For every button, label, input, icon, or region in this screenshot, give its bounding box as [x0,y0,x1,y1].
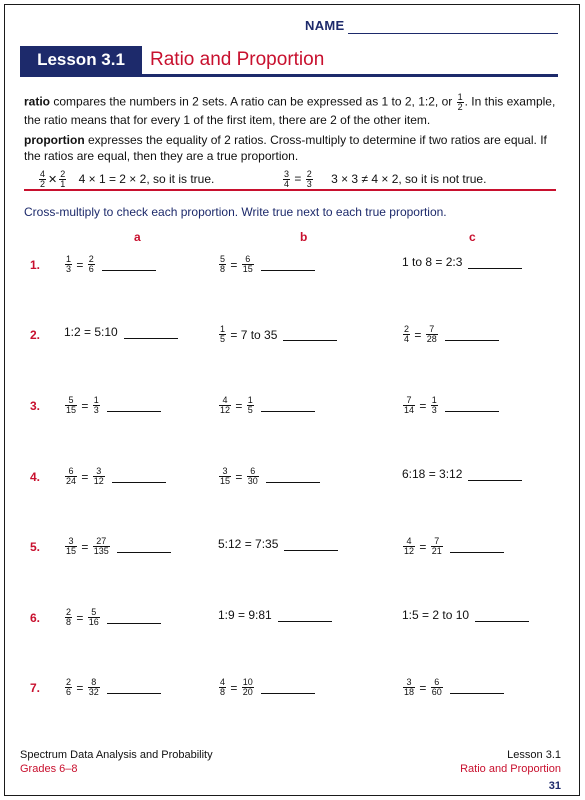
left-fraction: $\frac{1}{5}$ [220,324,226,344]
problem-number: 4. [30,470,41,484]
column-header-b: b [300,230,308,244]
problem-number: 1. [30,258,41,272]
problem-2b [218,325,337,344]
example-frac-1: $\frac{4}{2}$ [40,169,46,189]
left-fraction: $\frac{1}{3}$ [66,254,72,274]
right-fraction: $\frac{7}{28}$ [426,324,437,344]
lesson-number-badge: Lesson 3.1 [20,46,142,74]
problem-7a [64,678,161,697]
answer-blank[interactable] [283,328,337,341]
answer-blank[interactable] [450,681,504,694]
right-fraction: $\frac{1}{3}$ [431,395,437,415]
right-fraction: $\frac{8}{32}$ [88,677,99,697]
equals-sign: = [416,398,430,413]
problem-7b [218,678,315,697]
proportion-expression [64,325,118,339]
lesson-title: Ratio and Proportion [150,49,325,70]
answer-blank[interactable] [284,538,338,551]
footer-lesson-title: Ratio and Proportion [460,763,561,775]
proportion-expression [64,396,101,415]
ratio-text: 5:12 = 7:35 [218,537,279,551]
right-fraction: $\frac{6}{30}$ [247,466,258,486]
answer-blank[interactable] [445,399,499,412]
problem-1c [402,255,522,269]
lesson-header [20,46,558,77]
equals-sign: = [411,327,425,342]
problem-6b [218,608,332,622]
example-frac-4: $\frac{2}{3}$ [306,169,312,189]
proportion-expression [402,396,439,415]
right-fraction: $\frac{6}{60}$ [431,677,442,697]
ratio-term: ratio [24,94,51,109]
proportion-expression [64,537,111,556]
left-fraction: $\frac{2}{8}$ [66,607,72,627]
left-fraction: $\frac{2}{6}$ [66,677,72,697]
ratio-definition [24,93,556,128]
left-fraction: $\frac{4}{12}$ [220,395,231,415]
grade-level: Grades 6–8 [20,763,78,775]
column-header-c: c [469,230,476,244]
footer-lesson-number: Lesson 3.1 [507,749,561,761]
problem-number: 3. [30,399,41,413]
problem-6c [402,608,529,622]
left-fraction: $\frac{2}{4}$ [404,324,410,344]
problem-number: 7. [30,681,41,695]
proportion-expression [64,255,96,274]
equals-sign: = [232,398,246,413]
proportion-expression [218,608,272,622]
answer-blank[interactable] [445,328,499,341]
answer-blank[interactable] [468,256,522,269]
right-fraction: $\frac{10}{20}$ [242,677,253,697]
proportion-expression [64,678,101,697]
problem-3a [64,396,161,415]
problem-4b [218,467,320,486]
problem-number: 5. [30,540,41,554]
problem-2a [64,325,178,339]
equals-sign: = [416,680,430,695]
proportion-expression [218,396,255,415]
problem-5a [64,537,171,556]
problem-7c [402,678,504,697]
equals-sign: = [294,171,302,186]
right-fraction: $\frac{2}{6}$ [88,254,94,274]
equals-sign: = [416,539,430,554]
instructions: Cross-multiply to check each proportion. Write true next to each true proportion. [24,205,447,219]
name-label: NAME [305,18,345,33]
answer-blank[interactable] [107,681,161,694]
answer-blank[interactable] [266,470,320,483]
proportion-text: expresses the equality of 2 ratios. Cross-multiply to determine if two ratios are equal. If the ratios are equal, then they are a true proportion. [24,133,547,163]
book-title: Spectrum Data Analysis and Probability [20,749,213,761]
example-frac-3: $\frac{3}{4}$ [284,169,290,189]
right-fraction: $\frac{1}{5}$ [247,395,253,415]
left-fraction: $\frac{5}{15}$ [66,395,77,415]
problem-6a [64,608,161,627]
proportion-expression [218,467,260,486]
ratio-text: 1:5 = 2 to 10 [402,608,470,622]
proportion-expression [218,678,255,697]
answer-blank[interactable] [450,540,504,553]
name-input-line[interactable] [348,33,558,34]
problem-4c [402,467,522,481]
proportion-expression [402,325,439,344]
column-header-a: a [134,230,141,244]
left-fraction: $\frac{4}{8}$ [220,677,226,697]
left-fraction: $\frac{7}{14}$ [404,395,415,415]
problem-1b [218,255,315,274]
left-fraction: $\frac{6}{24}$ [66,466,77,486]
proportion-expression [402,467,462,481]
ratio-text-1: compares the numbers in 2 sets. A ratio can be expressed as 1 to 2, 1:2, or [50,94,456,109]
answer-blank[interactable] [278,609,332,622]
equals-sign: = [232,469,246,484]
right-fraction: $\frac{5}{16}$ [88,607,99,627]
ratio-text-2: . In this example, the ratio means that for every 1 of the first item, there are 2 of the other item. [24,94,556,127]
footer-lesson-info [460,748,561,776]
equals-sign: = [73,680,87,695]
answer-blank[interactable] [124,326,178,339]
right-fraction: $\frac{6}{15}$ [242,254,253,274]
proportion-expression [218,325,277,344]
cross-multiply-icon: ✕ [48,173,58,186]
left-fraction: $\frac{4}{12}$ [404,536,415,556]
answer-blank[interactable] [112,470,166,483]
right-fraction: $\frac{1}{3}$ [93,395,99,415]
problem-1a [64,255,156,274]
equals-sign: = [73,610,87,625]
proportion-expression [64,608,101,627]
equals-sign: = [227,680,241,695]
right-fraction: $\frac{27}{135}$ [93,536,109,556]
problem-3c [402,396,499,415]
proportion-expression [402,678,444,697]
answer-blank[interactable] [117,540,171,553]
ratio-text: 6:18 = 3:12 [402,467,463,481]
proportion-expression [402,537,444,556]
one-half-fraction: $\frac{1}{2}$ [457,92,463,112]
answer-blank[interactable] [468,468,522,481]
answer-blank[interactable] [107,611,161,624]
equals-sign: = [78,539,92,554]
left-fraction: $\frac{5}{8}$ [220,254,226,274]
problem-number: 2. [30,328,41,342]
example-false [282,170,486,189]
page-number: 31 [548,780,561,792]
proportion-expression [64,467,106,486]
right-fraction: $\frac{7}{21}$ [431,536,442,556]
right-fraction: $\frac{3}{12}$ [93,466,104,486]
equals-sign: = [227,257,241,272]
proportion-expression [218,255,255,274]
proportion-term: proportion [24,133,85,147]
proportion-definition [24,132,556,164]
divider-rule [24,189,556,191]
answer-blank[interactable] [107,399,161,412]
examples-row [24,168,556,188]
problem-number: 6. [30,611,41,625]
problem-3b [218,396,315,415]
left-fraction: $\frac{3}{15}$ [220,466,231,486]
example-false-text: 3 × 3 ≠ 4 × 2, so it is not true. [331,171,487,186]
left-fraction: $\frac{3}{18}$ [404,677,415,697]
problem-5c [402,537,504,556]
equals-sign: = [78,469,92,484]
left-fraction: $\frac{3}{15}$ [66,536,77,556]
footer-book-info [20,748,213,776]
proportion-expression [402,255,462,269]
problem-2c [402,325,499,344]
answer-blank[interactable] [475,609,529,622]
ratio-text: = 7 to 35 [227,327,278,342]
example-frac-2: $\frac{2}{1}$ [60,169,66,189]
example-true [38,170,214,189]
proportion-expression [402,608,469,622]
equals-sign: = [78,398,92,413]
ratio-text: 1:9 = 9:81 [218,608,272,622]
answer-blank[interactable] [261,681,315,694]
proportion-expression [218,537,278,551]
answer-blank[interactable] [261,258,315,271]
answer-blank[interactable] [102,258,156,271]
problem-4a [64,467,166,486]
equals-sign: = [73,257,87,272]
ratio-text: 1 to 8 = 2:3 [402,255,463,269]
answer-blank[interactable] [261,399,315,412]
ratio-text: 1:2 = 5:10 [64,325,118,339]
problem-5b [218,537,338,551]
example-true-text: 4 × 1 = 2 × 2, so it is true. [78,171,215,186]
